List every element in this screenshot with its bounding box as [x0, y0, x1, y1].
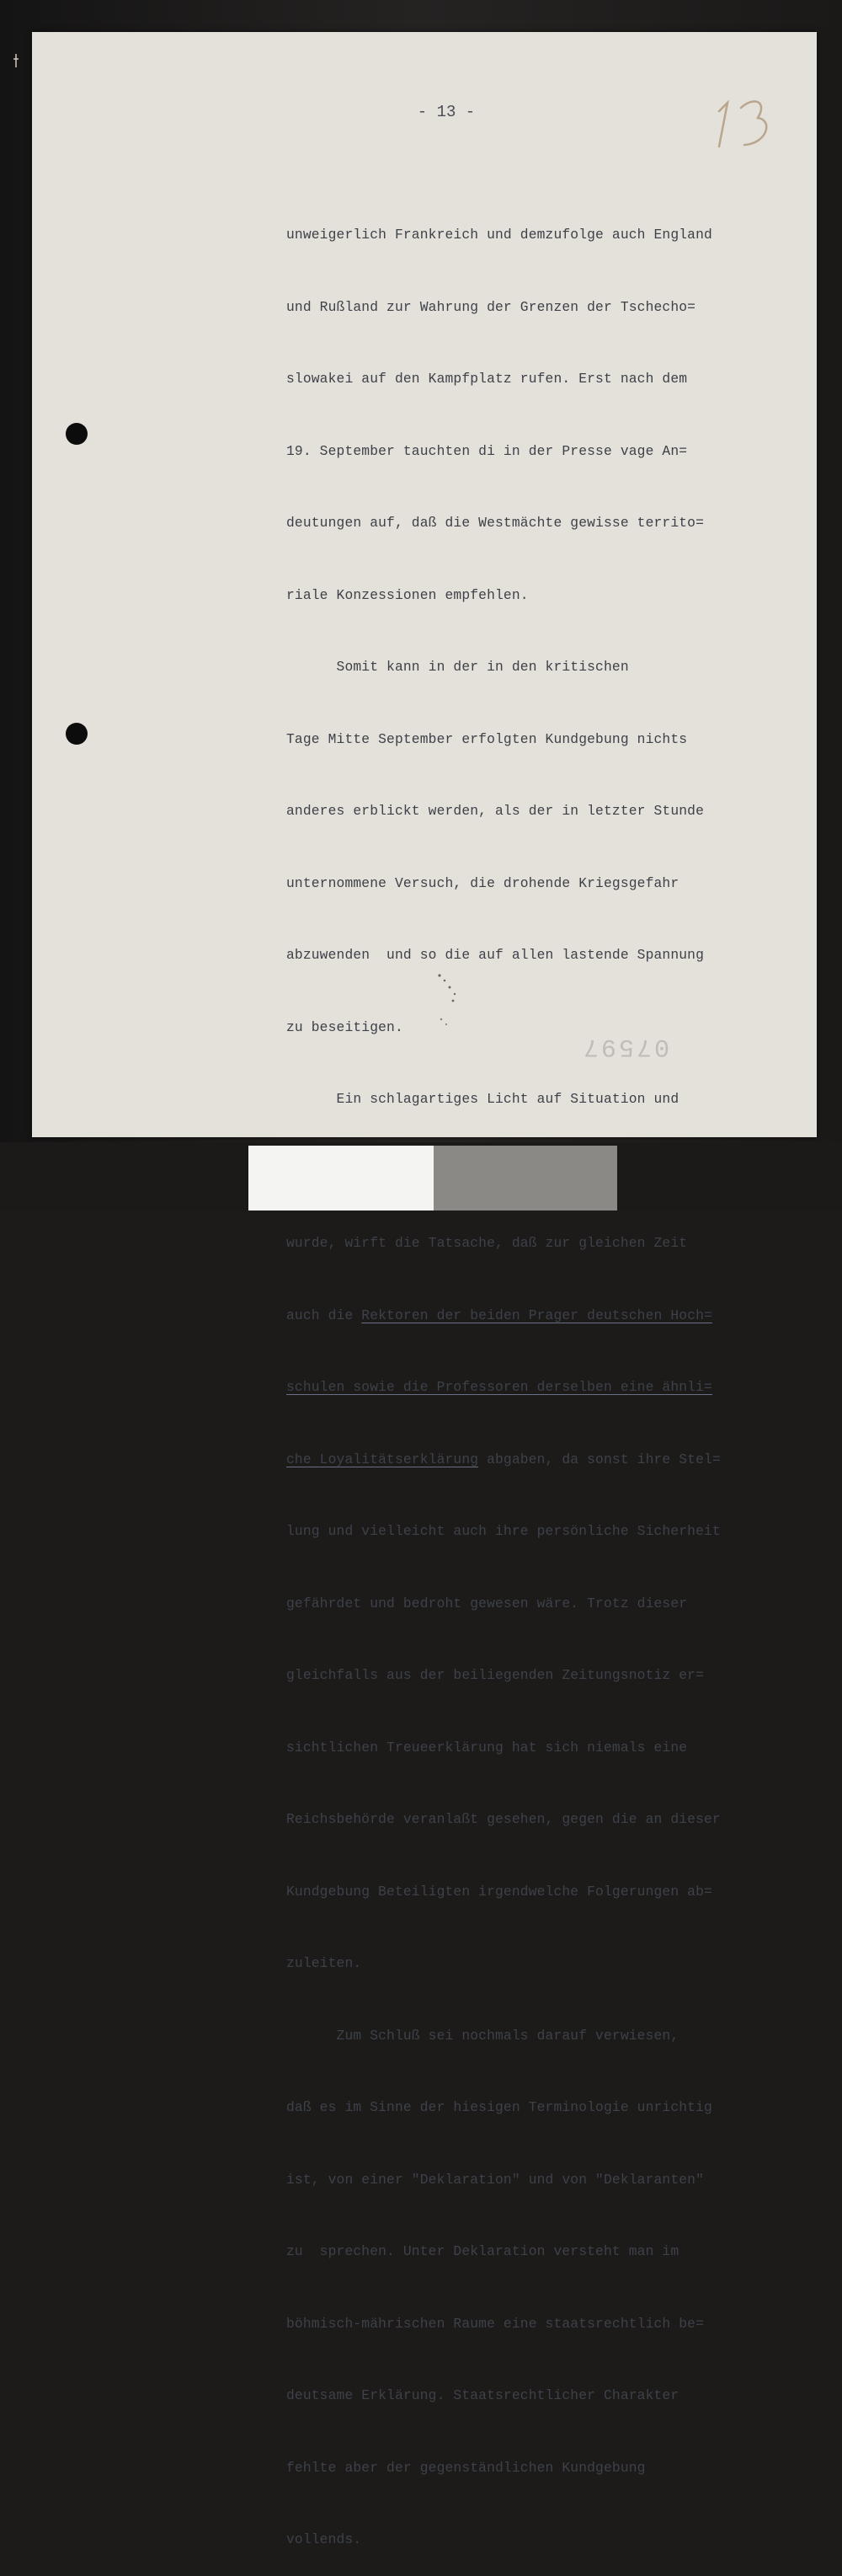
text-line: anderes erblickt werden, als der in letzter Stunde — [286, 803, 705, 819]
archive-stamp-number: 07597 — [581, 1032, 670, 1061]
punch-hole-upper — [66, 423, 88, 445]
underlined-text: Rektoren der beiden Prager deutschen Hoch= — [361, 1307, 712, 1323]
underlined-text: che Loyalitätserklärung — [286, 1451, 479, 1467]
text-line: wurde, wirft die Tatsache, daß zur gleichen Zeit — [286, 1235, 688, 1251]
text-line: unternommene Versuch, die drohende Kriegsgefahr — [286, 874, 679, 891]
text-line: gefährdet und bedroht gewesen wäre. Trotz dieser — [286, 1595, 688, 1611]
calibration-swatch-white — [248, 1146, 434, 1211]
text-line-with-underline — [286, 1448, 791, 1472]
text-line: Tage Mitte September erfolgten Kundgebung nichts — [286, 730, 688, 747]
text-line: slowakei auf den Kampfplatz rufen. Erst nach dem — [286, 371, 688, 387]
text-line: böhmisch-mährischen Raume eine staatsrechtlich be= — [286, 2315, 705, 2332]
scan-edge-mark — [12, 52, 20, 69]
text-line: vollends. — [286, 2531, 362, 2547]
ink-smudge — [429, 969, 463, 1036]
text-line: Kundgebung Beteiligten irgendwelche Folgerungen ab= — [286, 1883, 712, 1900]
text-line-with-underline — [286, 1304, 791, 1328]
text-line: Ein schlagartiges Licht auf Situation und — [286, 1091, 679, 1107]
text-line: abzuwenden und so die auf allen lastende Spannung — [286, 947, 705, 963]
text-line: unweigerlich Frankreich und demzufolge auch England — [286, 227, 712, 243]
text-line: zuleiten. — [286, 1955, 362, 1971]
typewritten-body — [286, 175, 791, 2576]
underlined-text-line: schulen sowie die Professoren derselben eine ähnli= — [286, 1379, 712, 1395]
text-line: zu sprechen. Unter Deklaration versteht man im — [286, 2243, 679, 2259]
text-line: Somit kann in der in den kritischen — [286, 659, 629, 675]
text-line: Zum Schluß sei nochmals darauf verwiesen, — [286, 2027, 679, 2044]
handwritten-folio-number — [707, 94, 783, 153]
page-number: - 13 - — [417, 103, 476, 121]
punch-hole-lower — [66, 723, 88, 745]
text-segment: auch die — [286, 1307, 362, 1323]
calibration-swatch-gray — [434, 1146, 617, 1211]
text-line: riale Konzessionen empfehlen. — [286, 586, 529, 603]
text-line: ist, von einer "Deklaration" und von "Deklaranten" — [286, 2171, 705, 2188]
text-line: deutungen auf, daß die Westmächte gewisse territo= — [286, 515, 705, 531]
text-line: gleichfalls aus der beiliegenden Zeitungsnotiz er= — [286, 1667, 705, 1683]
text-line: und Rußland zur Wahrung der Grenzen der Tschecho= — [286, 298, 696, 315]
text-line: daß es im Sinne der hiesigen Terminologie unrichtig — [286, 2099, 712, 2115]
text-line: fehlte aber der gegenständlichen Kundgebung — [286, 2459, 646, 2476]
text-line: zu beseitigen. — [286, 1018, 403, 1035]
text-segment: abgaben, da sonst ihre Stel= — [478, 1451, 721, 1467]
text-line: Reichsbehörde veranlaßt gesehen, gegen die an dieser — [286, 1811, 721, 1827]
text-line: 19. September tauchten di in der Presse vage An= — [286, 442, 688, 459]
text-line: sichtlichen Treueerklärung hat sich niemals eine — [286, 1739, 688, 1756]
text-line: deutsame Erklärung. Staatsrechtlicher Charakter — [286, 2387, 679, 2403]
text-line: lung und vielleicht auch ihre persönliche Sicherheit — [286, 1523, 721, 1539]
